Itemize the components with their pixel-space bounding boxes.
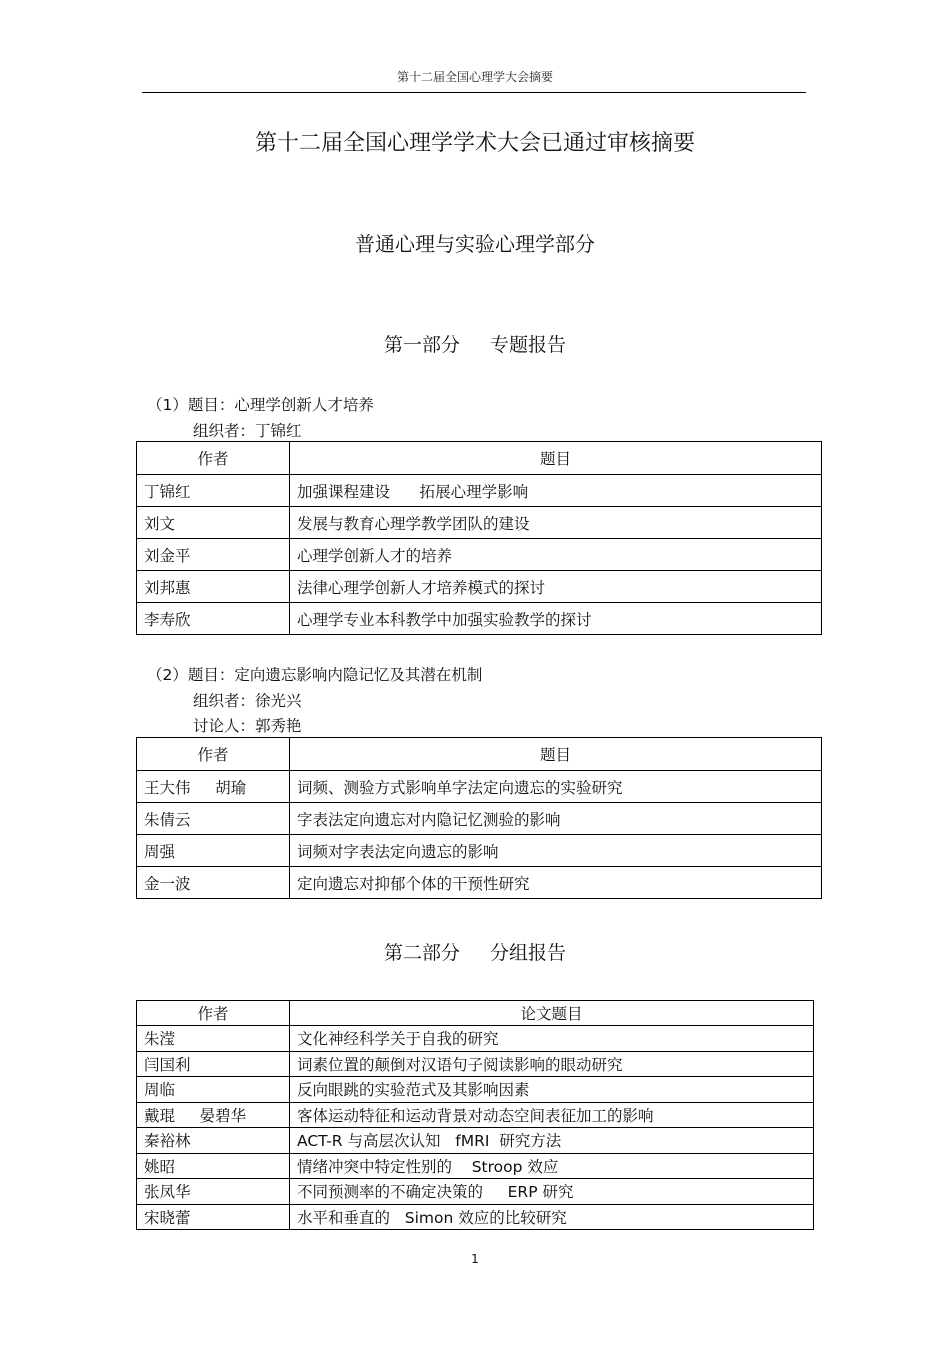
title-cell: 反向眼跳的实验范式及其影响因素 [290,1077,814,1103]
column-header-title: 题目 [290,738,822,771]
author-cell: 刘文 [137,507,290,539]
author-cell: 刘邦惠 [137,571,290,603]
table-row [137,475,822,507]
title-cell: 情绪冲突中特定性别的 Stroop 效应 [290,1153,814,1179]
column-header-author: 作者 [137,1001,290,1026]
table-row [137,1077,814,1103]
table-row [137,867,822,899]
author-cell: 戴琨 晏碧华 [137,1102,290,1128]
title-cell: 发展与教育心理学教学团队的建设 [290,507,822,539]
title-cell: 定向遗忘对抑郁个体的干预性研究 [290,867,822,899]
table-row [137,507,822,539]
table-header-row [137,1001,814,1026]
author-cell: 金一波 [137,867,290,899]
topic2-organizer: 组织者：徐光兴 [193,692,302,710]
author-cell: 丁锦红 [137,475,290,507]
part1-name: 专题报告 [490,334,567,356]
title-cell: 法律心理学创新人才培养模式的探讨 [290,571,822,603]
topic1-table [136,441,822,635]
column-header-title: 题目 [290,442,822,475]
part1-label: 第一部分 [383,334,460,356]
author-cell: 周强 [137,835,290,867]
document-title: 第十二届全国心理学学术大会已通过审核摘要 [254,131,695,156]
table-row [137,1179,814,1205]
title-cell: 客体运动特征和运动背景对动态空间表征加工的影响 [290,1102,814,1128]
table-row [137,803,822,835]
author-cell: 王大伟 胡瑜 [137,771,290,803]
author-cell: 周临 [137,1077,290,1103]
author-cell: 秦裕林 [137,1128,290,1154]
table-row [137,1204,814,1230]
author-cell: 宋晓蕾 [137,1204,290,1230]
topic2-discussant: 讨论人：郭秀艳 [193,717,302,735]
table-row [137,835,822,867]
author-cell: 李寿欣 [137,603,290,635]
table-row [137,571,822,603]
table-header-row [137,442,822,475]
part1-title [0,330,950,357]
part2-name: 分组报告 [490,942,567,964]
topic2-heading: （2）题目：定向遗忘影响内隐记忆及其潜在机制 [147,666,483,684]
author-cell: 闫国利 [137,1051,290,1077]
author-cell: 姚昭 [137,1153,290,1179]
title-cell: 水平和垂直的 Simon 效应的比较研究 [290,1204,814,1230]
author-cell: 刘金平 [137,539,290,571]
table-row [137,1153,814,1179]
title-cell: 不同预测率的不确定决策的 ERP 研究 [290,1179,814,1205]
table-row [137,771,822,803]
part2-table [136,1000,814,1230]
table-row [137,1128,814,1154]
table-row [137,1026,814,1052]
author-cell: 朱滢 [137,1026,290,1052]
topic1-heading: （1）题目：心理学创新人才培养 [147,396,374,414]
section-title: 普通心理与实验心理学部分 [355,232,595,256]
column-header-paper-title: 论文题目 [290,1001,814,1026]
title-cell: 字表法定向遗忘对内隐记忆测验的影响 [290,803,822,835]
table-row [137,1051,814,1077]
author-cell: 朱倩云 [137,803,290,835]
title-cell: 加强课程建设 拓展心理学影响 [290,475,822,507]
title-cell: 词频对字表法定向遗忘的影响 [290,835,822,867]
author-cell: 张凤华 [137,1179,290,1205]
part2-title [0,938,950,965]
running-header: 第十二届全国心理学大会摘要 [396,70,553,84]
table-row [137,539,822,571]
column-header-author: 作者 [137,442,290,475]
header-rule [142,92,806,93]
table-header-row [137,738,822,771]
table-row [137,603,822,635]
title-cell: ACT-R 与高层次认知 fMRI 研究方法 [290,1128,814,1154]
topic1-organizer: 组织者：丁锦红 [193,422,302,440]
title-cell: 心理学创新人才的培养 [290,539,822,571]
title-cell: 词素位置的颠倒对汉语句子阅读影响的眼动研究 [290,1051,814,1077]
title-cell: 文化神经科学关于自我的研究 [290,1026,814,1052]
part2-label: 第二部分 [383,942,460,964]
topic2-table [136,737,822,899]
title-cell: 词频、测验方式影响单字法定向遗忘的实验研究 [290,771,822,803]
table-row [137,1102,814,1128]
page-number: 1 [471,1252,479,1266]
title-cell: 心理学专业本科教学中加强实验教学的探讨 [290,603,822,635]
column-header-author: 作者 [137,738,290,771]
